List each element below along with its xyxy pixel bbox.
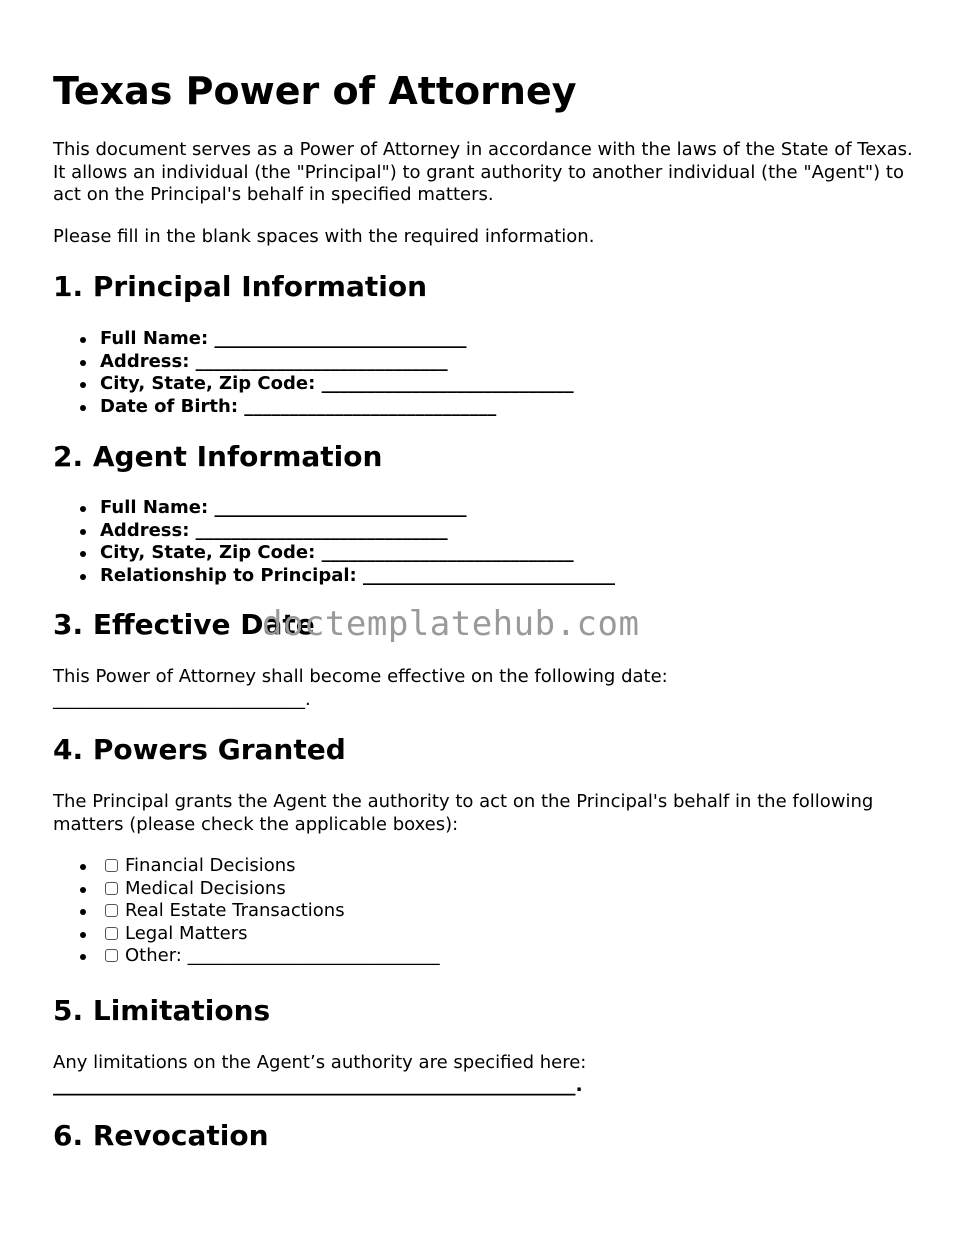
principal-date-of-birth-field[interactable]: Date of Birth: ____________________________	[53, 396, 913, 419]
power-option-financial[interactable]	[53, 855, 913, 878]
principal-heading: 1. Principal Information	[53, 270, 428, 303]
principal-address-field[interactable]: Address: ____________________________	[53, 351, 913, 374]
power-option-label: Financial Decisions	[125, 855, 296, 876]
instructions-paragraph: Please fill in the blank spaces with the required information.	[53, 226, 595, 247]
checkbox-icon[interactable]	[105, 904, 118, 917]
powers-granted-heading: 4. Powers Granted	[53, 733, 346, 766]
watermark: doctemplatehub.com	[262, 604, 640, 644]
limitations-text: Any limitations on the Agent’s authority are specified here:	[53, 1052, 587, 1073]
intro-paragraph: This document serves as a Power of Attorney in accordance with the laws of the State of Texas. It allows an individual (the "Principal") to grant authority to another individual (the "Agent") to act on the Principal's behalf in specified matters.	[53, 139, 913, 205]
power-option-legal[interactable]	[53, 923, 913, 946]
power-option-label: Other: ____________________________	[125, 945, 440, 966]
agent-city-state-zip-field[interactable]: City, State, Zip Code: ____________________________	[53, 542, 913, 565]
powers-granted-text: The Principal grants the Agent the authority to act on the Principal's behalf in the following matters (please check the applicable boxes):	[53, 791, 874, 835]
revocation-heading: 6. Revocation	[53, 1119, 269, 1152]
principal-fields-list	[53, 328, 913, 418]
checkbox-icon[interactable]	[105, 927, 118, 940]
effective-date-blank[interactable]: ____________________________.	[53, 689, 311, 710]
power-option-label: Medical Decisions	[125, 877, 286, 899]
document-title: Texas Power of Attorney	[53, 69, 577, 113]
limitations-heading: 5. Limitations	[53, 994, 271, 1027]
principal-city-state-zip-field[interactable]: City, State, Zip Code: ____________________________	[53, 373, 913, 396]
agent-heading: 2. Agent Information	[53, 440, 383, 473]
agent-relationship-field[interactable]: Relationship to Principal: ____________________________	[53, 565, 913, 588]
power-option-other[interactable]	[53, 945, 913, 968]
power-option-medical[interactable]	[53, 878, 913, 901]
power-option-label: Legal Matters	[125, 922, 248, 944]
agent-fields-list	[53, 497, 913, 587]
powers-options-list	[53, 855, 913, 968]
power-option-label: Real Estate Transactions	[125, 900, 345, 921]
effective-date-heading: 3. Effective Date	[53, 608, 315, 641]
checkbox-icon[interactable]	[105, 859, 118, 872]
checkbox-icon[interactable]	[105, 949, 118, 962]
agent-address-field[interactable]: Address: ____________________________	[53, 520, 913, 543]
limitations-blank[interactable]: _______________________________________________________.	[53, 1074, 583, 1096]
power-option-real-estate[interactable]	[53, 900, 913, 923]
effective-date-text: This Power of Attorney shall become effective on the following date:	[53, 666, 668, 687]
agent-full-name-field[interactable]: Full Name: ____________________________	[53, 497, 913, 520]
principal-full-name-field[interactable]: Full Name: ____________________________	[53, 328, 913, 351]
checkbox-icon[interactable]	[105, 882, 118, 895]
